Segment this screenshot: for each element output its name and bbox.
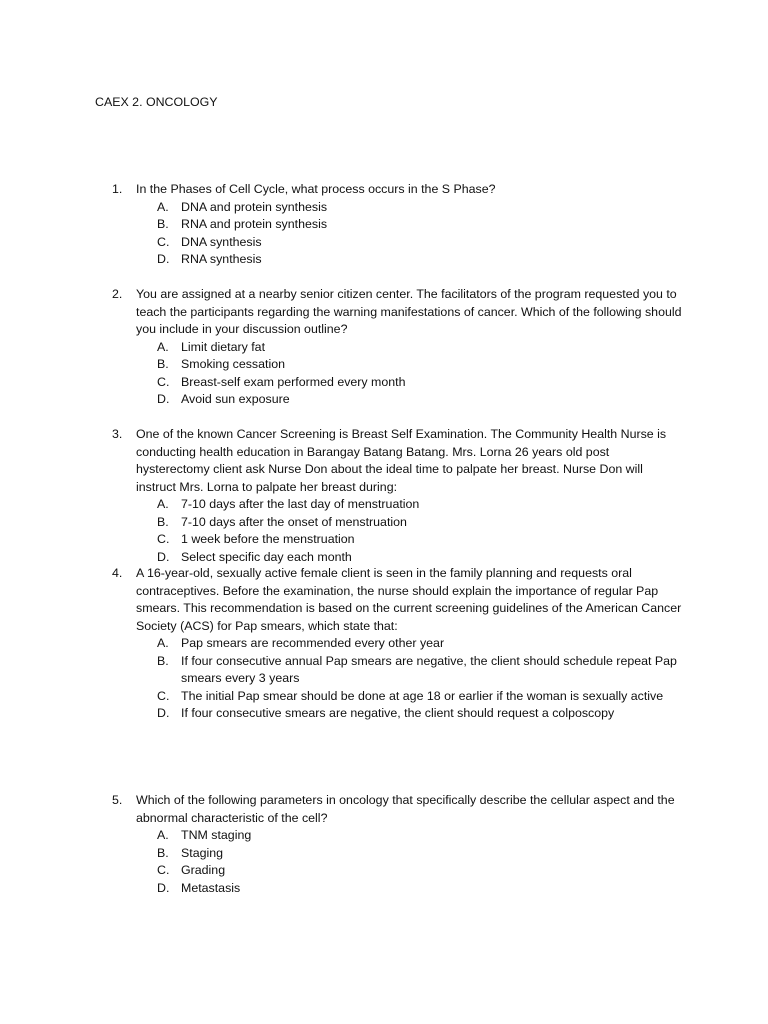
option-text: Select specific day each month [181, 549, 352, 564]
answer-options [112, 199, 682, 269]
option-letter: B. [157, 845, 169, 860]
answer-option [157, 234, 682, 252]
answer-options [112, 635, 682, 723]
question-text: A 16-year-old, sexually active female client is seen in the family planning and requests oral contraceptives. Before the examination, the nurse should explain the importance of regular Pap smears. This recommendation is based on the current screening guidelines of the American Cancer Society (ACS) for Pap smears, which state that: [136, 566, 682, 633]
option-text: The initial Pap smear should be done at age 18 or earlier if the woman is sexually active [181, 688, 664, 703]
answer-option [157, 374, 682, 392]
option-letter: A. [157, 636, 169, 650]
answer-option [157, 391, 682, 409]
answer-option [157, 705, 682, 723]
answer-option [157, 356, 682, 374]
question-1 [112, 181, 682, 269]
option-letter: A. [157, 497, 169, 511]
option-text: 1 week before the menstruation [181, 532, 355, 546]
option-text: Avoid sun exposure [181, 392, 290, 406]
question-text: In the Phases of Cell Cycle, what process occurs in the S Phase? [136, 182, 496, 196]
answer-option [157, 635, 682, 653]
option-text: Limit dietary fat [181, 339, 266, 354]
answer-option [157, 216, 682, 234]
option-letter: C. [157, 234, 170, 249]
option-letter: B. [157, 217, 169, 231]
answer-option [157, 862, 682, 880]
option-text: Smoking cessation [181, 357, 285, 371]
question-4 [112, 565, 682, 723]
option-letter: A. [157, 828, 169, 842]
answer-options [112, 339, 682, 409]
question-number: 4. [112, 566, 123, 580]
option-letter: B. [157, 653, 169, 668]
option-text: If four consecutive annual Pap smears are negative, the client should schedule repeat Pap smears every 3 years [181, 653, 677, 685]
answer-option [157, 251, 682, 269]
answer-option [157, 531, 682, 549]
option-letter: D. [157, 706, 170, 720]
document-title: CAEX 2. ONCOLOGY [95, 95, 218, 109]
option-letter: A. [157, 199, 169, 214]
option-text: Pap smears are recommended every other year [181, 636, 445, 650]
question-text: Which of the following parameters in oncology that specifically describe the cellular aspect and the abnormal characteristic of the cell? [136, 793, 675, 825]
question-number: 1. [112, 182, 123, 196]
option-letter: D. [157, 252, 170, 266]
question-text: You are assigned at a nearby senior citizen center. The facilitators of the program requested you to teach the participants regarding the warning manifestations of cancer. Which of the following should you include in your discussion outline? [136, 287, 682, 336]
answer-option [157, 549, 682, 567]
option-text: Metastasis [181, 880, 241, 895]
answer-option [157, 827, 682, 845]
option-text: TNM staging [181, 828, 252, 842]
option-text: Staging [181, 845, 224, 860]
question-text: One of the known Cancer Screening is Breast Self Examination. The Community Health Nurse is conducting health education in Barangay Batang Batang. Mrs. Lorna 26 years old post hysterectomy client ask Nurse Don about the ideal time to palpate her breast. Nurse Don will instruct Mrs. Lorna to palpate her breast during: [136, 427, 667, 494]
option-letter: D. [157, 392, 170, 406]
option-text: Breast-self exam performed every month [181, 374, 406, 389]
answer-options [112, 496, 682, 566]
option-letter: A. [157, 339, 169, 354]
option-letter: C. [157, 688, 170, 703]
question-2 [112, 286, 682, 409]
option-letter: C. [157, 374, 170, 389]
answer-option [157, 880, 682, 898]
option-text: 7-10 days after the onset of menstruation [181, 514, 407, 529]
answer-option [157, 199, 682, 217]
option-text: If four consecutive smears are negative, the client should request a colposcopy [181, 706, 615, 720]
answer-option [157, 496, 682, 514]
option-letter: C. [157, 863, 170, 877]
question-number: 3. [112, 427, 123, 441]
option-letter: D. [157, 880, 170, 895]
option-letter: C. [157, 532, 170, 546]
option-letter: B. [157, 357, 169, 371]
option-text: RNA and protein synthesis [181, 217, 328, 231]
option-text: 7-10 days after the last day of menstruation [181, 497, 420, 511]
answer-option [157, 339, 682, 357]
option-text: RNA synthesis [181, 252, 262, 266]
answer-option [157, 653, 682, 688]
option-letter: B. [157, 514, 169, 529]
question-number: 5. [112, 793, 123, 807]
answer-option [157, 845, 682, 863]
question-5 [112, 792, 682, 897]
option-text: DNA synthesis [181, 234, 262, 249]
answer-options [112, 827, 682, 897]
option-text: Grading [181, 863, 226, 877]
question-number: 2. [112, 287, 123, 301]
option-letter: D. [157, 549, 170, 564]
option-text: DNA and protein synthesis [181, 199, 328, 214]
answer-option [157, 514, 682, 532]
question-3 [112, 426, 682, 566]
answer-option [157, 688, 682, 706]
